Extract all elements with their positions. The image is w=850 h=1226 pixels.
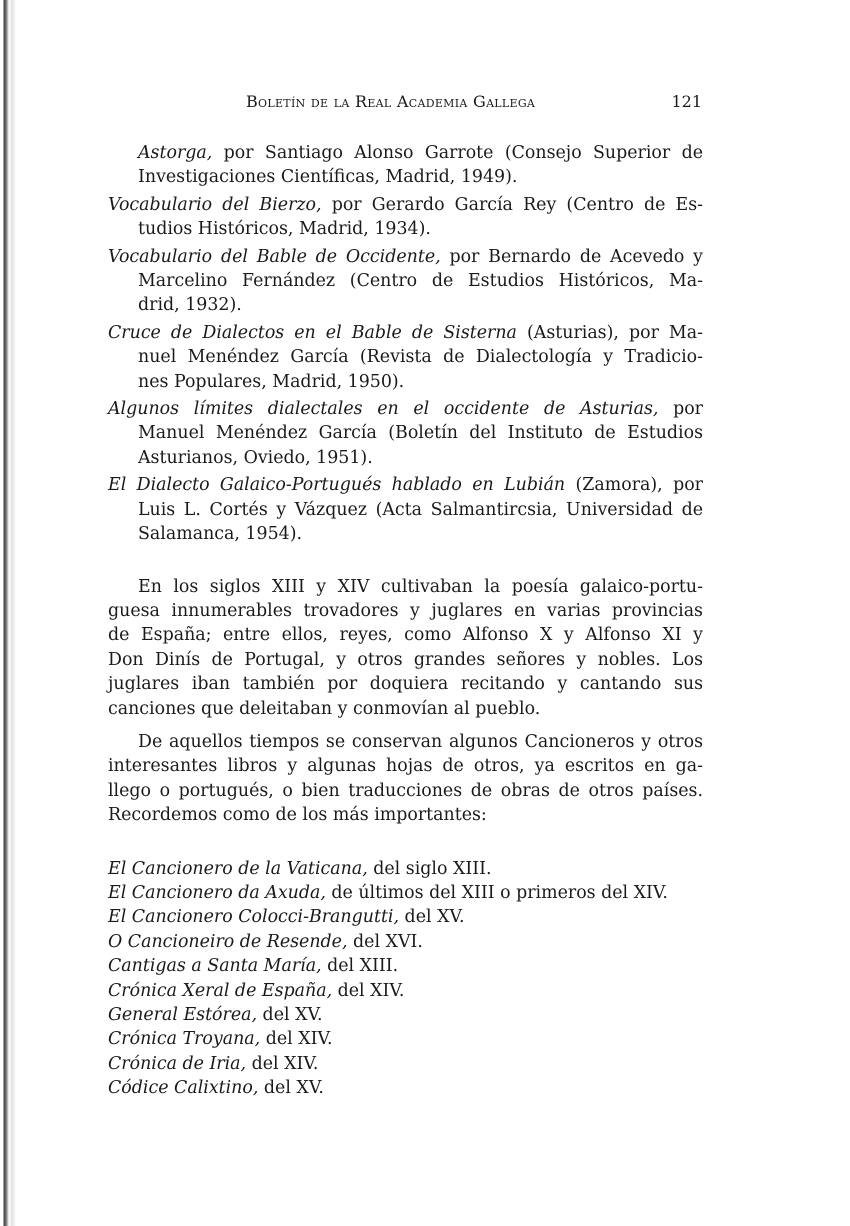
list-item bbox=[108, 1027, 703, 1051]
citation-text: tudios Históricos, Madrid, 1934). bbox=[138, 219, 431, 240]
citation-text: nuel Menéndez García (Revista de Dialectología y Tradicio- bbox=[138, 347, 703, 368]
work-title: Algunos límites dialectales en el occidente de Asturias, bbox=[108, 399, 659, 420]
list-item bbox=[108, 930, 703, 954]
work-title: Vocabulario del Bierzo, bbox=[108, 194, 322, 215]
citation-text: Luis L. Cortés y Vázquez (Acta Salmantircsia, Universidad de bbox=[138, 499, 703, 520]
citation-text: (Zamora), por bbox=[565, 475, 703, 496]
scan-binding-edge bbox=[0, 0, 22, 1226]
work-date: del XVI. bbox=[347, 931, 423, 952]
work-title: Astorga, bbox=[138, 143, 213, 163]
bibliography-entry bbox=[108, 321, 703, 394]
text-line bbox=[108, 473, 703, 497]
text-line: canciones que deleitaban y conmovían al pueblo. bbox=[108, 698, 541, 719]
list-item bbox=[108, 1003, 703, 1027]
work-title: El Cancionero da Axuda, bbox=[108, 882, 326, 903]
bibliography-entry bbox=[108, 473, 703, 546]
text-line: De aquellos tiempos se conservan algunos Cancioneros y otros bbox=[138, 731, 703, 752]
work-title: Crónica Troyana, bbox=[108, 1029, 261, 1050]
text-line bbox=[108, 245, 703, 269]
list-item bbox=[108, 1052, 703, 1076]
work-title: General Estórea, bbox=[108, 1005, 258, 1025]
work-date: del XIV. bbox=[260, 1029, 333, 1050]
citation-text: Marcelino Fernández (Centro de Estudios Históricos, Ma- bbox=[138, 271, 703, 292]
citation-text: Manuel Menéndez García (Boletín del Instituto de Estudios bbox=[138, 423, 703, 444]
paragraph bbox=[108, 730, 703, 828]
text-line: Recordemos como de los más importantes: bbox=[108, 805, 487, 826]
bibliography-entry bbox=[108, 245, 703, 318]
list-item bbox=[108, 857, 703, 881]
work-date: del XV. bbox=[258, 1078, 324, 1099]
text-line bbox=[108, 165, 703, 189]
bibliography-entry bbox=[108, 397, 703, 470]
page-number: 121 bbox=[671, 92, 702, 111]
work-date: del XIV. bbox=[332, 980, 405, 1001]
text-line bbox=[108, 421, 703, 445]
work-title: O Cancioneiro de Resende, bbox=[108, 931, 348, 952]
text-line bbox=[108, 193, 703, 217]
citation-text: nes Populares, Madrid, 1950). bbox=[138, 371, 405, 392]
citation-text: por Santiago Alonso Garrote (Consejo Superior de bbox=[212, 143, 703, 163]
citation-text: por Bernardo de Acevedo y bbox=[440, 246, 703, 267]
text-line bbox=[108, 321, 703, 345]
list-item bbox=[108, 905, 703, 929]
work-date: del XIV. bbox=[246, 1053, 319, 1074]
paragraph bbox=[108, 575, 703, 721]
work-date: del XIII. bbox=[321, 956, 399, 977]
text-line: juglares iban también por doquiera recitando y cantando sus bbox=[108, 674, 703, 695]
citation-text: por bbox=[658, 399, 703, 420]
list-item bbox=[108, 979, 703, 1003]
citation-text: (Asturias), por Ma- bbox=[516, 322, 703, 343]
work-title: Crónica de Iria, bbox=[108, 1053, 247, 1074]
text-line: En los siglos XIII y XIV cultivaban la poesía galaico-portu- bbox=[138, 576, 703, 597]
work-date: del XV. bbox=[257, 1005, 323, 1025]
text-line bbox=[108, 498, 703, 522]
work-title: Crónica Xeral de España, bbox=[108, 980, 333, 1001]
citation-text: drid, 1932). bbox=[138, 295, 242, 316]
bibliography-entry bbox=[108, 193, 703, 242]
citation-text: Asturianos, Oviedo, 1951). bbox=[138, 447, 373, 468]
bibliography-list bbox=[108, 141, 703, 547]
page-body bbox=[108, 141, 703, 1101]
work-title: Códice Calixtino, bbox=[108, 1078, 259, 1099]
citation-text: por Gerardo García Rey (Centro de Es- bbox=[321, 194, 704, 215]
text-line bbox=[108, 397, 703, 421]
work-title: Cruce de Dialectos en el Bable de Sisterna bbox=[108, 322, 517, 343]
text-line bbox=[108, 345, 703, 369]
work-date: de últimos del XIII o primeros del XIV. bbox=[325, 882, 668, 903]
text-line bbox=[108, 293, 703, 317]
text-line bbox=[108, 141, 703, 165]
text-line bbox=[108, 446, 703, 470]
text-line: interesantes libros y algunas hojas de otros, ya escritos en ga- bbox=[108, 756, 703, 777]
journal-title: Boletín de la Real Academia Gallega bbox=[246, 92, 536, 111]
text-line bbox=[108, 370, 703, 394]
text-line bbox=[108, 269, 703, 293]
text-line bbox=[108, 522, 703, 546]
list-item bbox=[108, 1076, 703, 1100]
work-title: Vocabulario del Bable de Occidente, bbox=[108, 246, 441, 267]
work-date: del siglo XIII. bbox=[367, 858, 492, 879]
work-title: El Dialecto Galaico-Portugués hablado en Lubián bbox=[108, 475, 566, 496]
text-line: llego o portugués, o bien traducciones de obras de otros países. bbox=[108, 780, 703, 801]
work-title: El Cancionero de la Vaticana, bbox=[108, 858, 368, 879]
text-line: de España; entre ellos, reyes, como Alfonso X y Alfonso XI y bbox=[108, 625, 703, 646]
work-title: Cantigas a Santa María, bbox=[108, 956, 322, 977]
list-item bbox=[108, 954, 703, 978]
citation-text: Investigaciones Científicas, Madrid, 1949). bbox=[138, 167, 518, 188]
citation-text: Salamanca, 1954). bbox=[138, 524, 303, 545]
works-list bbox=[108, 857, 703, 1101]
running-header bbox=[108, 92, 702, 116]
text-line: guesa innumerables trovadores y juglares en varias provincias bbox=[108, 600, 703, 621]
work-title: El Cancionero Colocci-Brangutti, bbox=[108, 907, 400, 928]
work-date: del XV. bbox=[399, 907, 465, 928]
text-line: Don Dinís de Portugal, y otros grandes señores y nobles. Los bbox=[108, 649, 703, 670]
bibliography-entry bbox=[108, 141, 703, 190]
text-line bbox=[108, 217, 703, 241]
list-item bbox=[108, 881, 703, 905]
